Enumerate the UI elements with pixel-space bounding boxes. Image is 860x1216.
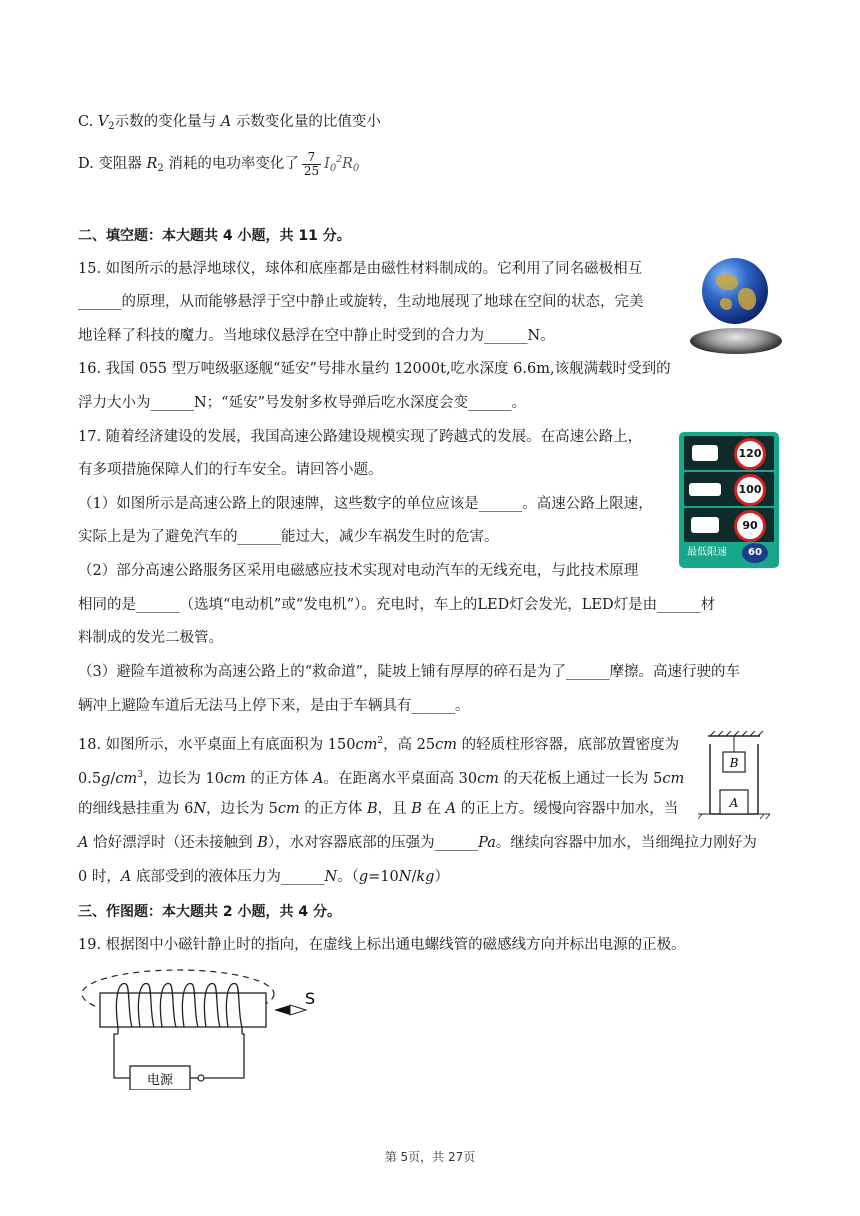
compass-needle-light [290,1005,306,1015]
q18-line-5: 0 时，A 底部受到的液体压力为______N。（g=10N/kg） [78,869,449,885]
levitating-globe-image [688,258,784,358]
wire-right [204,1034,244,1078]
globe [702,258,768,324]
fraction: $\frac{7}{25}$ [303,149,320,178]
container-figure [698,730,770,822]
option-d: D. 变阻器 $R_2$ 消耗的电功率变化了 $\frac{7}{25}$ $I_0^2R_0$ [78,149,360,178]
solenoid-figure [78,960,328,1090]
sign-row-bus [684,472,774,506]
compass-needle-dark [274,1005,290,1015]
q17-line-4: 实际上是为了避免汽车的______能过大，减少车祸发生时的危害。 [78,529,499,545]
q17-line-9: 辆冲上避险车道后无法马上停下来，是由于车辆具有______。 [78,698,470,714]
needle-s-label: S [305,989,316,1008]
section-3-title: 三、作图题：本大题共 2 小题，共 4 分。 [78,904,341,920]
min-speed-value: 60 [742,543,768,563]
cube-a-label: A [729,796,739,810]
min-speed-label: 最低限速 [687,547,727,558]
q17-line-6: 相同的是______（选填“电动机”或“发电机”）。充电时，车上的LED灯会发光，LED灯是由______材 [78,597,716,613]
speed-circle: 100 [734,474,766,506]
speed-circle: 120 [734,438,766,470]
cube-b-label: B [729,756,739,770]
bus-icon [689,483,721,496]
q15-line-1: 15. 如图所示的悬浮地球仪，球体和底座都是由磁性材料制成的。它利用了同名磁极相互 [78,261,643,277]
q17-line-7: 料制成的发光二极管。 [78,630,223,646]
truck-icon [691,517,719,533]
q17-line-2: 有多项措施保障人们的行车安全。请回答小题。 [78,462,383,478]
page-footer: 第 5页，共 27页 [384,1150,476,1164]
q15-line-2: ______的原理，从而能够悬浮于空中静止或旋转，生动地展现了地球在空间的状态，完美 [78,294,644,310]
switch-terminal [198,1075,204,1081]
power-source-label: 电源 [146,1073,174,1088]
section-2-title: 二、填空题：本大题共 4 小题，共 11 分。 [78,228,351,244]
sign-row-car [684,436,774,470]
q16-line-2: 浮力大小为______N；“延安”号发射多枚导弹后吃水深度会变______。 [78,395,527,411]
q17-line-3: （1）如图所示是高速公路上的限速牌，这些数字的单位应该是______。高速公路上限速， [78,496,653,512]
q18-line-1: 18. 如图所示，水平桌面上有底面积为 $150cm^2$，高 25cm 的轻质柱形容器，底部放置密度为 [78,736,680,753]
option-c: C. $V_2$示数的变化量与 A 示数变化量的比值变小 [78,114,381,132]
q17-line-1: 17. 随着经济建设的发展，我国高速公路建设规模实现了跨越式的发展。在高速公路上， [78,429,643,445]
minimum-speed [684,542,774,564]
speed-circle: 90 [734,510,766,542]
speed-limit-sign [679,432,779,568]
q19-line-1: 19. 根据图中小磁针静止时的指向，在虚线上标出通电螺线管的磁感线方向并标出电源的正极。 [78,937,686,953]
q18-line-3: 的细线悬挂重为 6N，边长为 5cm 的正方体 B，且 B 在 A 的正上方。缓慢向容器中加水，当 [78,801,679,817]
car-icon [692,445,718,461]
wire-left [114,1034,130,1078]
q17-line-5: （2）部分高速公路服务区采用电磁感应技术实现对电动汽车的无线充电，与此技术原理 [78,563,639,579]
q15-line-3: 地诠释了科技的魔力。当地球仪悬浮在空中静止时受到的合力为______N。 [78,328,555,344]
globe-base [690,328,782,354]
sign-row-truck [684,508,774,542]
q16-line-1: 16. 我国 055 型万吨级驱逐舰“延安”号排水量约 12000t,吃水深度 6.6m,该舰满载时受到的 [78,361,671,377]
q18-line-2: $0.5g/cm^3$，边长为 10cm 的正方体 A。在距离水平桌面高 30cm 的天花板上通过一长为 5cm [78,770,685,787]
q17-line-8: （3）避险车道被称为高速公路上的“救命道”，陡坡上铺有厚厚的碎石是为了______摩擦。高速行驶的车 [78,664,741,680]
q18-line-4: A 恰好漂浮时（还未接触到 B），水对容器底部的压强为______Pa。继续向容器中加水，当细绳拉力刚好为 [78,835,757,851]
